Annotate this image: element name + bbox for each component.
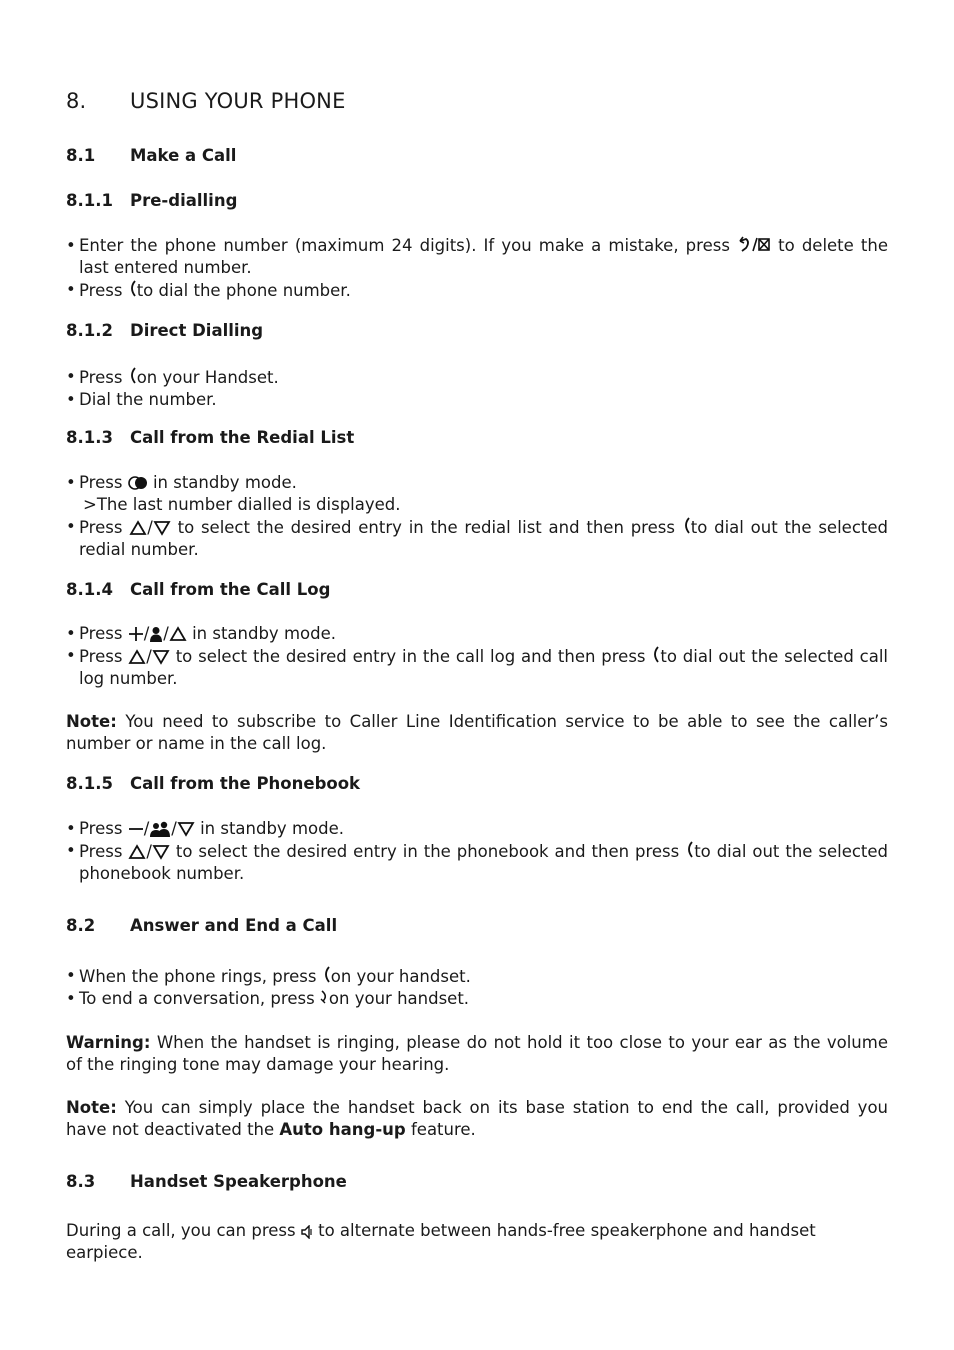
section-title: Call from the Redial List	[130, 428, 355, 447]
section-number: 8.3	[66, 1172, 96, 1191]
list-item	[66, 965, 888, 988]
section-number: 8.1.5	[66, 774, 113, 793]
section-title: Handset Speakerphone	[130, 1172, 347, 1191]
section-number: 8.	[66, 89, 87, 113]
text: Dial the number.	[79, 390, 217, 409]
text: Enter the phone number (maximum 24 digits). If you make a mistake, press	[79, 236, 730, 255]
section-title: USING YOUR PHONE	[130, 89, 346, 113]
text: When the phone rings, press	[79, 967, 317, 986]
down-icon	[177, 821, 195, 837]
note-text: feature.	[410, 1120, 476, 1139]
text: Press	[79, 518, 123, 537]
text: To end a conversation, press	[79, 989, 315, 1008]
text: to dial the phone number.	[136, 281, 351, 300]
text: Press	[79, 281, 123, 300]
text: During a call, you can press	[66, 1221, 296, 1240]
bullet: •	[66, 841, 76, 860]
redial-icon	[128, 475, 148, 491]
bullet: •	[66, 236, 76, 255]
bullet: •	[66, 819, 76, 838]
text: in standby mode.	[200, 819, 344, 838]
text: Press	[79, 473, 123, 492]
section-heading-8-3	[66, 1172, 347, 1191]
text: to delete the last entered number.	[79, 236, 888, 277]
section-number: 8.2	[66, 916, 96, 935]
section-body-8-2	[66, 965, 888, 1010]
auto-hang-up-label: Auto hang-up	[279, 1120, 406, 1139]
list-item	[66, 818, 888, 840]
bullet: •	[66, 646, 76, 665]
down-icon	[152, 844, 170, 860]
section-title: Make a Call	[130, 146, 237, 165]
section-heading-8-2	[66, 916, 337, 935]
text: in standby mode.	[192, 624, 336, 643]
text: to dial out the selected phonebook number.	[79, 842, 889, 883]
bullet: •	[66, 989, 76, 1008]
bullet: •	[66, 624, 76, 643]
section-body-8-1-4	[66, 623, 888, 690]
bullet: •	[66, 367, 76, 386]
text: to dial out the selected call log number.	[79, 647, 888, 688]
text: to select the desired entry in the call log and then press	[175, 647, 646, 666]
list-item	[66, 389, 888, 411]
up-icon	[128, 649, 146, 665]
up-icon	[128, 844, 146, 860]
separator: /	[147, 518, 153, 537]
section-number: 8.1.3	[66, 428, 113, 447]
note-label: Note:	[66, 1098, 117, 1117]
section-body-8-1-5	[66, 818, 888, 885]
section-number: 8.1.4	[66, 580, 113, 599]
plus-icon	[128, 626, 144, 642]
section-body-8-1-1	[66, 235, 888, 302]
separator: /	[146, 842, 152, 861]
minus-icon	[128, 821, 144, 837]
section-heading-8-1-2	[66, 321, 263, 340]
call-icon	[685, 840, 694, 860]
section-body-8-3	[66, 1220, 888, 1264]
list-item	[66, 516, 888, 561]
list-item	[66, 988, 888, 1010]
text: to alternate between hands-free speakerphone and handset earpiece.	[66, 1221, 816, 1262]
section-title: Answer and End a Call	[130, 916, 338, 935]
section-heading-8-1-3	[66, 428, 354, 447]
section-number: 8.1.2	[66, 321, 113, 340]
section-number: 8.1.1	[66, 191, 113, 210]
page-title	[66, 89, 346, 113]
end-call-icon	[320, 989, 329, 1007]
note-auto-hang-up	[66, 1097, 888, 1141]
list-item	[66, 472, 888, 494]
text: Press	[79, 819, 123, 838]
call-icon	[128, 366, 137, 386]
section-title: Pre-dialling	[130, 191, 238, 210]
call-icon	[682, 516, 691, 536]
bullet: •	[66, 473, 76, 492]
separator: /	[143, 819, 150, 838]
section-number: 8.1	[66, 146, 96, 165]
warning-text: When the handset is ringing, please do not hold it too close to your ear as the volume of the ringing tone may damage your hearing.	[66, 1033, 888, 1074]
bullet: •	[66, 517, 76, 536]
section-title: Call from the Phonebook	[130, 774, 361, 793]
text: to dial out the selected redial number.	[79, 518, 888, 559]
contact-icon	[149, 626, 163, 642]
list-subitem: >The last number dialled is displayed.	[83, 495, 401, 514]
note-label: Note:	[66, 712, 117, 731]
section-heading-8-1-5	[66, 774, 360, 793]
text: on your handset.	[328, 989, 470, 1008]
down-icon	[152, 649, 170, 665]
list-item	[66, 645, 888, 690]
up-icon	[169, 626, 187, 642]
text: in standby mode.	[152, 473, 297, 492]
section-heading-8-1-4	[66, 580, 330, 599]
bullet: •	[66, 280, 76, 299]
text: on your Handset.	[136, 368, 279, 387]
text: Press	[79, 368, 123, 387]
text: Press	[79, 842, 123, 861]
text: Press	[79, 624, 123, 643]
section-body-8-1-2	[66, 366, 888, 411]
back-delete-icon	[737, 236, 771, 254]
speaker-icon	[301, 1225, 313, 1239]
call-icon	[128, 279, 137, 299]
warning-ringing	[66, 1032, 888, 1076]
section-body-8-1-3	[66, 472, 888, 561]
list-item	[66, 366, 888, 389]
list-item	[66, 840, 888, 885]
list-item	[66, 279, 888, 302]
bullet: •	[66, 966, 76, 985]
separator: /	[171, 819, 177, 838]
section-heading-8-1-1	[66, 191, 237, 210]
text: Press	[79, 647, 123, 666]
text: to select the desired entry in the redial list and then press	[177, 518, 675, 537]
bullet: •	[66, 390, 76, 409]
warning-label: Warning:	[66, 1033, 151, 1052]
note-text: You can simply place the handset back on its base station to end the call, provided you have not deactivated the	[66, 1098, 888, 1139]
contacts-icon	[149, 821, 171, 837]
section-title: Call from the Call Log	[130, 580, 331, 599]
separator: /	[163, 624, 169, 643]
section-heading-8-1	[66, 146, 236, 165]
separator: /	[143, 624, 150, 643]
note-call-log	[66, 711, 888, 755]
call-icon	[322, 965, 331, 985]
list-item	[66, 235, 888, 279]
note-text: You need to subscribe to Caller Line Identification service to be able to see the caller’s number or name in the call log.	[66, 712, 888, 753]
down-icon	[153, 520, 171, 536]
separator: /	[146, 647, 152, 666]
text: on your handset.	[330, 967, 471, 986]
list-item	[66, 623, 888, 645]
section-title: Direct Dialling	[130, 321, 264, 340]
up-icon	[129, 520, 147, 536]
text: to select the desired entry in the phonebook and then press	[175, 842, 680, 861]
